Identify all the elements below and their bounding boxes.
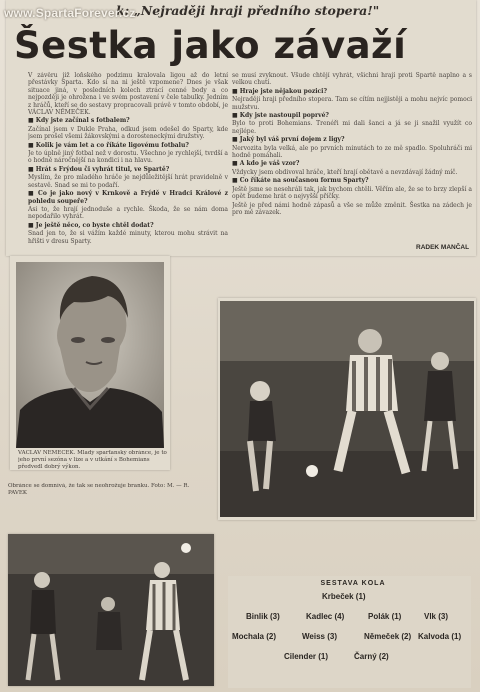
player-name: Cilender bbox=[284, 652, 317, 661]
interview-question: ■ Co říkáte na současnou formu Sparty? bbox=[232, 177, 369, 185]
lineup-box bbox=[228, 576, 471, 688]
player-name: Krbeček bbox=[322, 592, 354, 601]
interview-question: ■ Kolik je vám let a co říkáte ligovému fotbalu? bbox=[28, 141, 189, 149]
article-clipping bbox=[6, 0, 476, 256]
interview-question: ■ Kdy jste začínal s fotbalem? bbox=[28, 117, 130, 125]
middle-left-caption: Obránce se domnívá, že tak se neohrožuje branku. Foto: M. — R. PAVEK bbox=[8, 483, 190, 496]
lineup-player bbox=[368, 612, 401, 621]
player-rating: (1) bbox=[316, 652, 329, 661]
lineup-player bbox=[424, 612, 448, 621]
portrait-caption: VÁCLAV NĚMEČEK. Mladý sparťanský obránce, je to jeho první sezóna v lize a v utkání s Bohemians předvedl dobrý výkon. bbox=[18, 450, 167, 470]
player-rating: (2) bbox=[399, 632, 412, 641]
article-paragraph: Je to úplně jiný fotbal než v dorostu. Všechno je rychlejší, tvrdší a o hodně náročnější na kondici i na hlavu. bbox=[28, 150, 228, 165]
article-paragraph: Bylo to proti Bohemians. Trenéři mi dali šanci a já se ji snažil využít co nejlépe. bbox=[232, 120, 472, 135]
player-name: Vlk bbox=[424, 612, 437, 621]
player-rating: (4) bbox=[332, 612, 345, 621]
article-paragraph: se musí zvyknout. Všude chtějí vyhrát, všichni hrají proti Spartě naplno a s velkou chutí. bbox=[232, 72, 472, 87]
article-paragraph: Začínal jsem v Dukle Praha, odkud jsem odešel do Sparty, kde jsem prošel všemi žákovskými a dorosteneckými družstvy. bbox=[28, 125, 228, 141]
action-photo-clipping-bottom bbox=[8, 534, 214, 686]
player-name: Binlik bbox=[246, 612, 268, 621]
interview-question: ■ Jaký byl váš první dojem z ligy? bbox=[232, 136, 345, 144]
action-photo-clipping-top bbox=[218, 298, 476, 520]
player-rating: (3) bbox=[267, 612, 280, 621]
action-photo-bottom bbox=[8, 534, 214, 686]
article-kicker: k: „Nejraději hraji předního stopera!" bbox=[116, 3, 380, 18]
portrait-photo bbox=[16, 262, 164, 448]
article-paragraph: Nervozita byla velká, ale po prvních minutách to ze mě spadlo. Spoluhráči mi hodně pomáhali. bbox=[232, 144, 472, 160]
interview-question: ■ Hraje jste nějakou pozici? bbox=[232, 87, 327, 95]
article-column-left bbox=[28, 72, 228, 252]
interview-question: ■ A kdo je váš vzor? bbox=[232, 160, 300, 168]
player-name: Mochala bbox=[232, 632, 265, 641]
lineup-player bbox=[232, 632, 276, 641]
player-rating: (2) bbox=[376, 652, 389, 661]
player-rating: (1) bbox=[353, 592, 366, 601]
lineup-player bbox=[322, 592, 366, 601]
interview-question: ■ Co je jako nový v Krnkově a Frýdě v Hradci Králové z pohledu soupeře? bbox=[28, 190, 228, 205]
article-paragraph: Nejraději hraji předního stopera. Tam se cítím nejjistěji a mohu nejvíc pomoci mužstvu. bbox=[232, 96, 472, 111]
player-name: Polák bbox=[368, 612, 390, 621]
article-column-right bbox=[232, 72, 472, 240]
player-name: Kalvoda bbox=[418, 632, 450, 641]
lineup-player bbox=[246, 612, 280, 621]
player-name: Němeček bbox=[364, 632, 400, 641]
player-rating: (1) bbox=[449, 632, 462, 641]
lineup-player bbox=[306, 612, 344, 621]
article-paragraph: Asi to, že hrají jednoduše a rychle. Škoda, že se nám doma nepodařilo vyhrát. bbox=[28, 205, 228, 221]
article-paragraph: Ještě jsme se nesehráli tak, jak bychom chtěli. Věřím ale, že se to brzy zlepší a opět budeme hrát o nejvyšší příčky. bbox=[232, 185, 472, 201]
player-name: Weiss bbox=[302, 632, 325, 641]
player-name: Kadlec bbox=[306, 612, 333, 621]
player-rating: (3) bbox=[436, 612, 449, 621]
lineup-player bbox=[284, 652, 328, 661]
site-watermark: www.SpartaForever.cz bbox=[4, 6, 136, 20]
player-rating: (2) bbox=[264, 632, 277, 641]
article-byline: RADEK MANČAL bbox=[416, 244, 470, 251]
interview-question: ■ Je ještě něco, co byste chtěl dodat? bbox=[28, 221, 154, 229]
player-name: Čarný bbox=[354, 652, 377, 661]
player-rating: (1) bbox=[389, 612, 402, 621]
lineup-player bbox=[418, 632, 461, 641]
portrait-clipping bbox=[10, 256, 170, 470]
article-paragraph: Myslím, že pro mladého hráče je nejdůležitější hrát pravidelně v sestavě. Snad se mi to podaří. bbox=[28, 174, 228, 189]
interview-question: ■ Hrát s Frýdou či vyhrát titul, ve Spartě? bbox=[28, 165, 170, 173]
interview-question: ■ Kdy jste nastoupil poprvé? bbox=[232, 112, 329, 120]
lineup-player bbox=[354, 652, 389, 661]
player-rating: (3) bbox=[324, 632, 337, 641]
action-photo-top bbox=[220, 301, 474, 517]
article-paragraph: Vždycky jsem obdivoval hráče, kteří hrají obětavě a nevzdávají žádný míč. bbox=[232, 168, 458, 176]
article-paragraph: Ještě je před námi hodně zápasů a vše se může změnit. Šestka na zádech je pro mě závazek. bbox=[232, 201, 472, 216]
article-paragraph: V závěru již loňského podzimu kralovala ligou až do letní přestávky Sparta. Kdo si na ni ještě vzpomene? Dnes je však situace jiná, v posledních kolech ztrácí cenné body a co nejpozději je ohrožena i ve svém postavení v čele tabulky. Jedním z hráčů, kteří se do sestavy propracovali právě v tomto období, je VÁCLAV NĚMEČEK. bbox=[28, 72, 228, 117]
lineup-player bbox=[302, 632, 337, 641]
article-headline: Šestka jako závaží bbox=[14, 24, 407, 67]
article-paragraph: Snad jen to, že si vážím každé minuty, kterou mohu strávit na hřišti v dresu Sparty. bbox=[28, 230, 228, 245]
lineup-player bbox=[364, 632, 411, 641]
lineup-title: SESTAVA KOLA bbox=[320, 580, 386, 587]
